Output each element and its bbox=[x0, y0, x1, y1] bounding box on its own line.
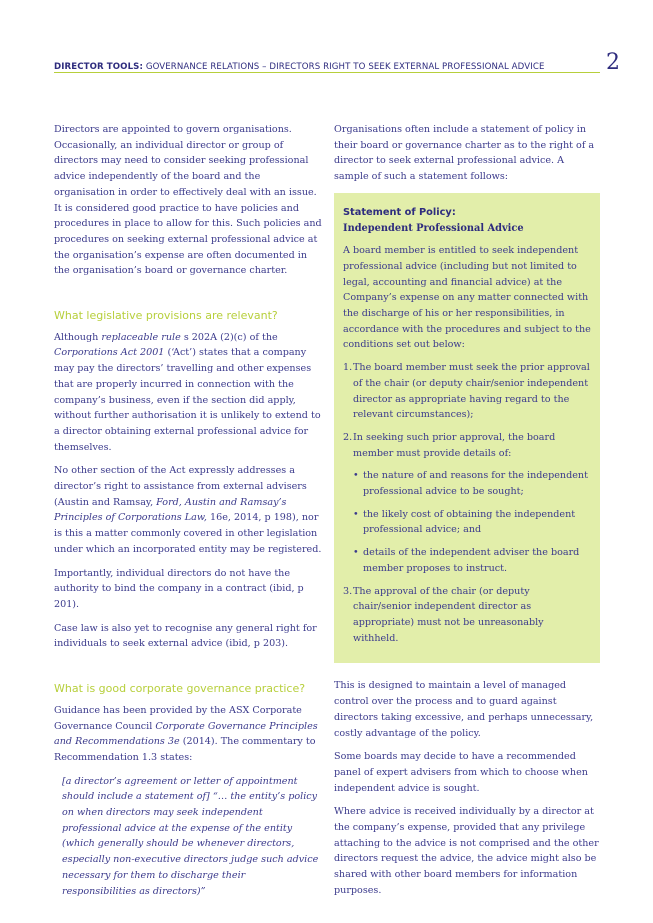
left-column bbox=[54, 122, 322, 907]
legislative-paragraph-1: Although replaceable rule s 202A (2)(c) of the Corporations Act 2001 (‘Act’) states that a company may pay the directors’ travelling and other expenses that are properly incurred in connection with the company’s business, even if the section did apply, without further authorisation it is unlikely to extend to a director obtaining external professional advice for themselves. bbox=[54, 331, 321, 453]
heading-practice: What is good corporate governance practice? bbox=[54, 682, 306, 696]
page-number: 2 bbox=[606, 50, 620, 75]
right-intro-paragraph: Organisations often include a statement of policy in their board or governance charter as to the right of a director to seek external professional advice. A sample of such a statement follows: bbox=[334, 124, 595, 183]
practice-paragraph: Guidance has been provided by the ASX Corporate Governance Council Corporate Governance Principles and Recommendations 3e (2014). The commentary to Recommendation 1.3 states: bbox=[54, 704, 318, 763]
policy-statement-box bbox=[334, 193, 600, 664]
recommendation-quote: [a director’s agreement or letter of appointment should include a statement of] “… the entity’s policy on when directors may seek independent professional advice at the expense of the entity (which generally should be whenever directors, especially non-executive directors judge such advice necessary for them to discharge their responsibilities as directors)” bbox=[62, 775, 319, 897]
policy-bullet: • details of the independent adviser the board member proposes to instruct. bbox=[353, 547, 580, 574]
header-bold: DIRECTOR TOOLS: bbox=[54, 62, 143, 72]
right-paragraph-3: Where advice is received individually by a director at the company’s expense, provided that any privilege attaching to the advice is not comprised and the other directors request the advice, the advice might also be shared with other board members for information purposes. bbox=[334, 806, 599, 896]
right-paragraph-2: Some boards may decide to have a recommended panel of expert advisers from which to choose when independent advice is sought. bbox=[334, 751, 588, 794]
legislative-paragraph-2: No other section of the Act expressly addresses a director’s right to assistance from external advisers (Austin and Ramsay, Ford, Austin and Ramsay’s Principles of Corporations Law, 16e, 2014, p 198), nor is this a matter commonly covered in other legislation under which an incorporated entity may be registered. bbox=[54, 465, 322, 555]
policy-subtitle: Independent Professional Advice bbox=[343, 222, 524, 234]
legislative-paragraph-4: Case law is also yet to recognise any general right for individuals to seek external advice (ibid, p 203). bbox=[54, 622, 317, 650]
right-paragraph-1: This is designed to maintain a level of managed control over the process and to guard against directors taking excessive, and perhaps unnecessary, costly advantage of the policy. bbox=[334, 680, 594, 739]
policy-item: 1. The board member must seek the prior approval of the chair (or deputy chair/senior independent director as appropriate having regard to the relevant circumstances); bbox=[343, 362, 590, 421]
right-column bbox=[334, 122, 600, 907]
policy-bullet: • the likely cost of obtaining the independent professional advice; and bbox=[353, 508, 576, 536]
heading-legislative: What legislative provisions are relevant? bbox=[54, 309, 278, 323]
policy-bullet: • the nature of and reasons for the independent professional advice to be sought; bbox=[353, 470, 588, 498]
policy-item: 2. In seeking such prior approval, the board member must provide details of: bbox=[343, 431, 556, 459]
running-header bbox=[54, 54, 599, 72]
legislative-paragraph-3: Importantly, individual directors do not have the authority to bind the company in a contract (ibid, p 201). bbox=[54, 567, 304, 610]
policy-item: 3. The approval of the chair (or deputy chair/senior independent director as appropriate) must not be unreasonably withheld. bbox=[343, 585, 544, 644]
header-title: GOVERNANCE RELATIONS – DIRECTORS RIGHT TO SEEK EXTERNAL PROFESSIONAL ADVICE bbox=[142, 62, 545, 72]
header-divider bbox=[54, 72, 600, 73]
policy-body: A board member is entitled to seek independent professional advice (including but not limited to legal, accounting and financial advice) at the Company’s expense on any matter connected with the discharge of his or her responsibilities, in accordance with the procedures and subject to the conditions set out below: bbox=[343, 245, 591, 351]
policy-title: Statement of Policy: bbox=[343, 206, 456, 218]
header-text bbox=[54, 62, 544, 72]
intro-paragraph: Directors are appointed to govern organisations. Occasionally, an individual director or group of directors may need to consider seeking professional advice independently of the board and the organisation in order to effectively deal with an issue. It is considered good practice to have policies and procedures in place to allow for this. Such policies and procedures on seeking external professional advice at the organisation’s expense are often documented in the organisation’s board or governance charter. bbox=[54, 124, 322, 277]
